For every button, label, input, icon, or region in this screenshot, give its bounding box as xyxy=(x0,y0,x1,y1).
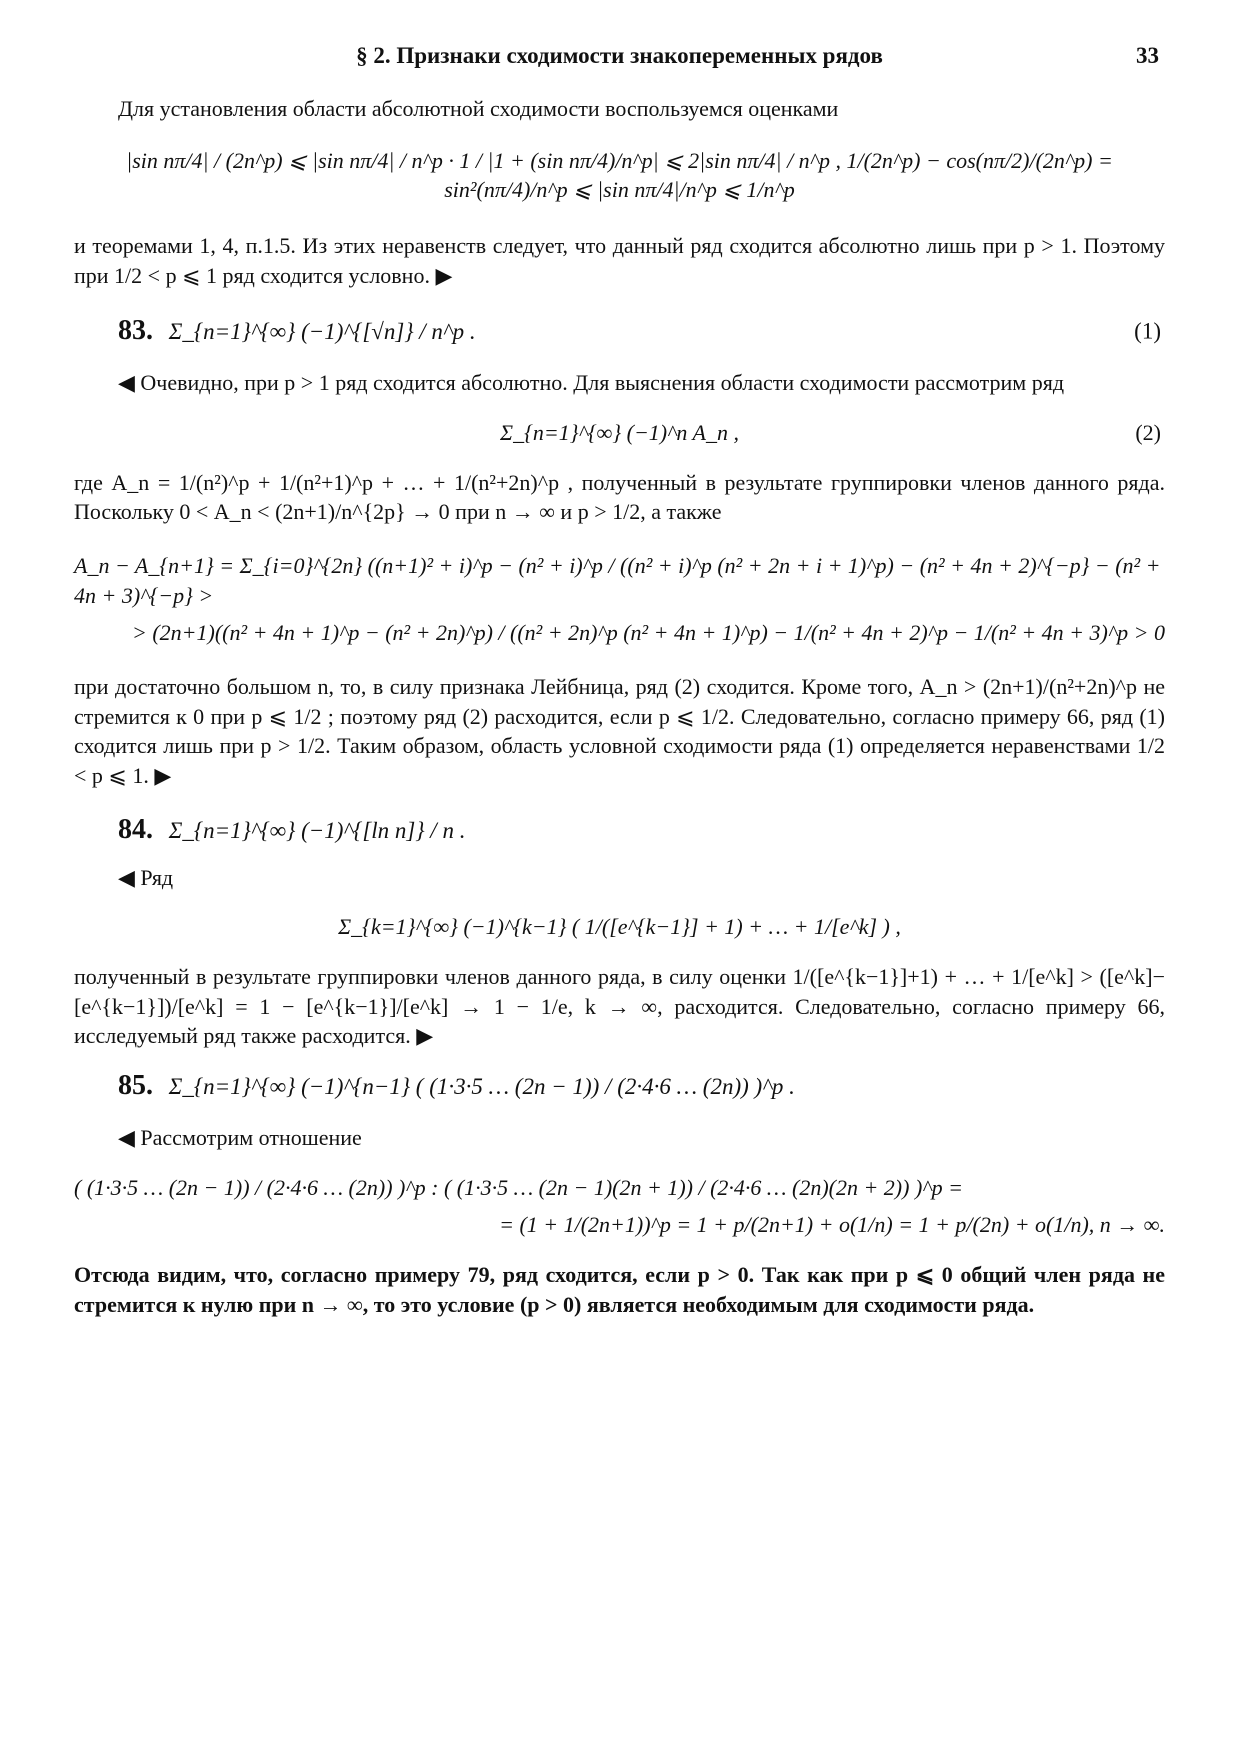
difference-formula-line1: A_n − A_{n+1} = Σ_{i=0}^{2n} ((n+1)² + i)^p − (n² + i)^p / ((n² + i)^p (n² + 2n + i + 1)^p) − (n² + 4n + 2)^{−p} − (n² + 4n + 3)^{−p} > xyxy=(74,552,1161,608)
problem-85 xyxy=(118,1067,1165,1105)
ratio-formula-line1: ( (1·3·5 … (2n − 1)) / (2·4·6 … (2n)) )^p : ( (1·3·5 … (2n − 1)(2n + 1)) / (2·4·6 … (2n)(2n + 2)) )^p = xyxy=(74,1174,963,1200)
paragraph-theorems: и теоремами 1, 4, п.1.5. Из этих неравенств следует, что данный ряд сходится абсолютно лишь при p > 1. Поэтому при 1/2 < p ⩽ 1 ряд сходится условно. ▶ xyxy=(74,233,1165,288)
paragraph-85-ratio-label: ◀ Рассмотрим отношение xyxy=(118,1124,362,1150)
problem-85-number: 85. xyxy=(118,1070,153,1102)
ratio-formula-line2: = (1 + 1/(2n+1))^p = 1 + p/(2n+1) + o(1/n) = 1 + p/(2n) + o(1/n), n → ∞. xyxy=(499,1212,1165,1238)
problem-85-series: Σ_{n=1}^{∞} (−1)^{n−1} ( (1·3·5 … (2n − 1)) / (2·4·6 … (2n)) )^p . xyxy=(168,1074,795,1100)
difference-formula-line2: > (2n+1)((n² + 4n + 1)^p − (n² + 2n)^p) / ((n² + 2n)^p (n² + 4n + 1)^p) − 1/(n² + 4n + 2)^p − 1/(n² + 4n + 3)^p > 0 xyxy=(131,620,1165,646)
series-2: Σ_{n=1}^{∞} (−1)^n A_n , xyxy=(500,419,739,445)
paragraph-conclusion: Отсюда видим, что, согласно примеру 79, ряд сходится, если p > 0. Так как при p ⩽ 0 общий член ряда не стремится к нулю при n → ∞, то это условие (p > 0) является необходимым для сходимости ряда. xyxy=(74,1261,1165,1317)
paragraph-84-series-label: ◀ Ряд xyxy=(118,864,174,890)
paragraph-intro: Для установления области абсолютной сходимости воспользуемся оценками xyxy=(118,96,839,121)
paragraph-84-estimate: полученный в результате группировки членов данного ряда, в силу оценки 1/([e^{k−1}]+1) + … + 1/[e^k] > ([e^k]−[e^{k−1}])/[e^k] = 1 − [e^{k−1}]/[e^k] → 1 − 1/e, k → ∞, расходится. Следовательно, согласно примеру 66, исследуемый ряд также расходится. ▶ xyxy=(74,963,1165,1049)
problem-84-series: Σ_{n=1}^{∞} (−1)^{[ln n]} / n . xyxy=(168,817,466,843)
page-number: 33 xyxy=(1136,43,1159,68)
problem-84 xyxy=(118,811,1165,849)
problem-83-series: Σ_{n=1}^{∞} (−1)^{[√n]} / n^p . xyxy=(168,319,476,345)
problem-84-number: 84. xyxy=(118,813,153,845)
paragraph-leibniz: при достаточно большом n, то, в силу признака Лейбница, ряд (2) сходится. Кроме того, A_n > (2n+1)/(n²+2n)^p не стремится к 0 при p ⩽ 1/2 ; поэтому ряд (2) расходится, если p ⩽ 1/2. Следовательно, согласно примеру 66, ряд (1) сходится лишь при p > 1/2. Таким образом, область условной сходимости ряда (1) определяется неравенствами 1/2 < p ⩽ 1. ▶ xyxy=(74,674,1165,789)
page-header xyxy=(74,40,1165,80)
problem-83 xyxy=(118,312,1165,350)
equation-number-2: (2) xyxy=(1135,419,1161,445)
paragraph-an-definition: где A_n = 1/(n²)^p + 1/(n²+1)^p + … + 1/(n²+2n)^p , полученный в результате группировки членов данного ряда. Поскольку 0 < A_n < (2n+1)/n^{2p} → 0 при n → ∞ и p > 1/2, а также xyxy=(74,469,1165,525)
estimates-formula: |sin nπ/4| / (2n^p) ⩽ |sin nπ/4| / n^p · 1 / |1 + (sin nπ/4)/n^p| ⩽ 2|sin nπ/4| / n^p , 1/(2n^p) − cos(nπ/2)/(2n^p) = sin²(nπ/4)/n^p ⩽ |sin nπ/4|/n^p ⩽ 1/n^p xyxy=(126,147,1113,203)
grouped-series-formula: Σ_{k=1}^{∞} (−1)^{k−1} ( 1/([e^{k−1}] + 1) + … + 1/[e^k] ) , xyxy=(338,914,901,940)
paragraph-83-solution: ◀ Очевидно, при p > 1 ряд сходится абсолютно. Для выяснения области сходимости рассмотрим ряд xyxy=(118,370,1065,396)
section-title: § 2. Признаки сходимости знакопеременных рядов xyxy=(356,43,883,68)
problem-83-number: 83. xyxy=(118,315,153,347)
equation-number-1: (1) xyxy=(1134,318,1161,344)
series-formula-2 xyxy=(74,418,1165,448)
